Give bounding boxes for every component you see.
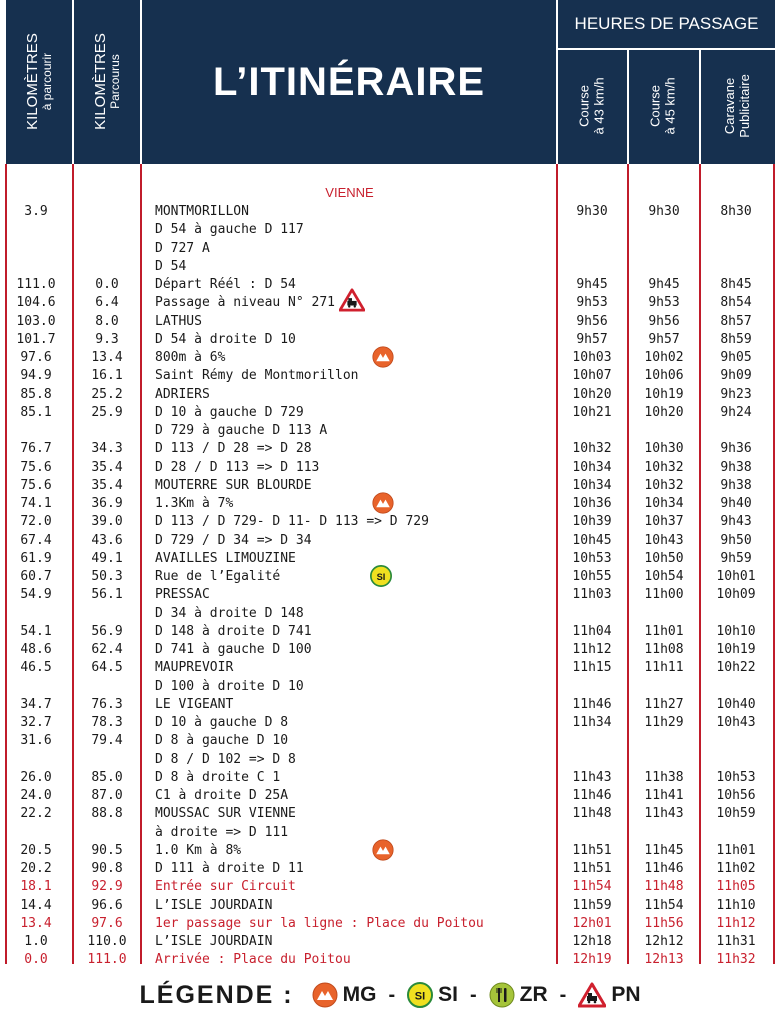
table-row xyxy=(0,532,780,550)
table-row xyxy=(0,221,780,239)
km-remaining-cell: 34.7 xyxy=(20,696,52,712)
route-cell: D 113 / D 28 => D 28 xyxy=(155,441,312,457)
km-done-cell: 87.0 xyxy=(91,788,123,803)
table-row xyxy=(0,495,780,513)
km-remaining-cell: 24.0 xyxy=(20,788,52,803)
km-done-cell: 9.3 xyxy=(95,331,119,347)
km-done-cell: 88.8 xyxy=(91,806,123,822)
legend xyxy=(0,975,780,1015)
header-course-43-line2: à 43 km/h xyxy=(591,77,607,135)
mountain-icon xyxy=(372,839,394,861)
route-cell: MAUPREVOIR xyxy=(155,660,234,676)
time-45-cell: 10h20 xyxy=(644,404,684,420)
header-heures-de-passage: HEURES DE PASSAGE xyxy=(558,0,775,50)
km-done-cell: 0.0 xyxy=(95,277,119,292)
km-done-cell: 50.3 xyxy=(91,569,123,584)
km-remaining-cell: 20.2 xyxy=(20,861,52,876)
header-course-43-line1: Course xyxy=(576,85,592,127)
km-remaining-cell: 111.0 xyxy=(16,277,56,292)
km-done-cell: 13.4 xyxy=(91,350,123,365)
route-cell: 1.3Km à 7% xyxy=(155,496,234,511)
time-caravane-cell: 9h38 xyxy=(720,477,752,493)
time-43-cell: 10h21 xyxy=(572,404,612,420)
svg-text:SI: SI xyxy=(414,990,426,1003)
time-caravane-cell: 10h19 xyxy=(716,642,756,657)
time-45-cell: 11h46 xyxy=(644,861,684,876)
time-45-cell: 11h01 xyxy=(644,623,684,639)
time-caravane-cell: 10h43 xyxy=(716,715,756,730)
km-remaining-cell: 3.9 xyxy=(24,204,48,219)
time-43-cell: 12h01 xyxy=(572,915,612,931)
time-45-cell: 11h54 xyxy=(644,897,684,913)
km-remaining-cell: 31.6 xyxy=(20,733,52,749)
time-45-cell: 10h54 xyxy=(644,569,684,584)
time-45-cell: 9h30 xyxy=(648,204,680,219)
table-row xyxy=(0,860,780,878)
time-caravane-cell: 9h43 xyxy=(720,514,752,530)
time-45-cell: 11h38 xyxy=(644,769,684,785)
header-caravane-line1: Caravane xyxy=(722,77,738,135)
km-remaining-cell: 0.0 xyxy=(24,952,48,968)
route-cell: à droite => D 111 xyxy=(155,824,289,840)
table-row xyxy=(0,915,780,933)
table-row xyxy=(0,240,780,258)
time-43-cell: 11h59 xyxy=(572,897,612,913)
time-45-cell: 11h43 xyxy=(644,806,684,822)
route-cell: Passage à niveau N° 271 xyxy=(155,295,336,311)
km-done-cell: 43.6 xyxy=(91,532,123,548)
time-45-cell: 10h32 xyxy=(644,477,684,493)
time-43-cell: 11h51 xyxy=(572,842,612,858)
km-done-cell: 56.1 xyxy=(91,587,123,603)
km-remaining-cell: 85.1 xyxy=(20,404,52,420)
time-caravane-cell: 10h01 xyxy=(716,569,756,584)
header-km-remaining-line2: à parcourir xyxy=(39,53,54,111)
legend-separator: - xyxy=(469,983,477,1006)
table-row xyxy=(0,641,780,659)
time-45-cell: 10h34 xyxy=(644,496,684,511)
header-km-remaining-line1: KILOMÈTRES xyxy=(23,33,41,131)
legend-title: LÉGENDE : xyxy=(139,980,294,1009)
header-caravane-line2: Publicitaire xyxy=(737,74,752,138)
route-cell: 1er passage sur la ligne : Place du Poitou xyxy=(155,915,484,931)
km-remaining-cell: 26.0 xyxy=(20,769,52,785)
table-row xyxy=(0,422,780,440)
time-45-cell: 10h06 xyxy=(644,368,684,384)
route-cell: MOUSSAC SUR VIENNE xyxy=(155,806,296,822)
table-row xyxy=(0,459,780,477)
time-43-cell: 9h45 xyxy=(576,277,608,292)
time-45-cell: 12h12 xyxy=(644,934,684,949)
header-km-done-line1: KILOMÈTRES xyxy=(91,33,109,131)
km-remaining-cell: 85.8 xyxy=(20,386,52,402)
time-caravane-cell: 9h59 xyxy=(720,550,752,566)
table-row xyxy=(0,897,780,915)
legend-code-si: SI xyxy=(438,983,458,1006)
si-icon xyxy=(407,982,433,1008)
km-done-cell: 90.8 xyxy=(91,861,123,876)
route-cell: Saint Rémy de Montmorillon xyxy=(155,368,359,384)
time-45-cell: 12h13 xyxy=(644,952,684,968)
table-row xyxy=(0,933,780,951)
route-cell: D 34 à droite D 148 xyxy=(155,605,304,621)
header-km-done-line2: Parcourus xyxy=(107,54,122,110)
time-43-cell: 10h53 xyxy=(572,550,612,566)
km-remaining-cell: 20.5 xyxy=(20,842,52,858)
time-caravane-cell: 9h05 xyxy=(720,350,752,365)
time-caravane-cell: 11h02 xyxy=(716,861,756,876)
table-row xyxy=(0,294,780,312)
km-remaining-cell: 103.0 xyxy=(16,313,56,329)
table-row xyxy=(0,313,780,331)
time-caravane-cell: 11h32 xyxy=(716,952,756,968)
km-remaining-cell: 46.5 xyxy=(20,660,52,676)
route-cell: LE VIGEANT xyxy=(155,696,234,712)
table-row xyxy=(0,440,780,458)
time-caravane-cell: 9h24 xyxy=(720,404,752,420)
route-cell: 1.0 Km à 8% xyxy=(155,842,242,858)
km-done-cell: 16.1 xyxy=(91,368,123,384)
km-remaining-cell: 74.1 xyxy=(20,496,52,511)
time-caravane-cell: 10h56 xyxy=(716,788,756,803)
table-row xyxy=(0,696,780,714)
km-remaining-cell: 75.6 xyxy=(20,477,52,493)
km-done-cell: 25.9 xyxy=(91,404,123,420)
time-43-cell: 9h53 xyxy=(576,295,608,311)
time-45-cell: 11h56 xyxy=(644,915,684,931)
route-cell: Arrivée : Place du Poitou xyxy=(155,952,351,968)
km-remaining-cell: 22.2 xyxy=(20,806,52,822)
time-43-cell: 10h07 xyxy=(572,368,612,384)
route-cell: L’ISLE JOURDAIN xyxy=(155,934,273,949)
time-caravane-cell: 10h09 xyxy=(716,587,756,603)
km-remaining-cell: 76.7 xyxy=(20,441,52,457)
header-col-km-done xyxy=(74,0,140,164)
time-43-cell: 10h03 xyxy=(572,350,612,365)
route-cell: Rue de l’Egalité xyxy=(155,569,281,584)
route-cell: D 111 à droite D 11 xyxy=(155,861,304,876)
time-caravane-cell: 11h05 xyxy=(716,879,756,895)
km-remaining-cell: 75.6 xyxy=(20,459,52,475)
table-row xyxy=(0,258,780,276)
mountain-icon xyxy=(312,982,338,1008)
time-43-cell: 10h45 xyxy=(572,532,612,548)
km-done-cell: 49.1 xyxy=(91,550,123,566)
time-45-cell: 11h48 xyxy=(644,879,684,895)
legend-code-pn: PN xyxy=(611,983,641,1006)
route-cell: PRESSAC xyxy=(155,587,210,603)
km-done-cell: 78.3 xyxy=(91,715,123,730)
km-done-cell: 96.6 xyxy=(91,897,123,913)
time-caravane-cell: 8h57 xyxy=(720,313,752,329)
km-remaining-cell: 104.6 xyxy=(16,295,56,311)
time-caravane-cell: 8h45 xyxy=(720,277,752,292)
route-cell: D 727 A xyxy=(155,240,210,256)
time-43-cell: 10h55 xyxy=(572,569,612,584)
km-remaining-cell: 32.7 xyxy=(20,715,52,730)
route-cell: D 148 à droite D 741 xyxy=(155,623,312,639)
time-43-cell: 12h18 xyxy=(572,934,612,949)
time-caravane-cell: 11h31 xyxy=(716,934,756,949)
time-caravane-cell: 9h50 xyxy=(720,532,752,548)
legend-item-pn xyxy=(578,982,640,1008)
table-row xyxy=(0,951,780,969)
legend-item-si xyxy=(407,982,458,1008)
route-cell: D 729 / D 34 => D 34 xyxy=(155,532,312,548)
table-row xyxy=(0,586,780,604)
legend-separator: - xyxy=(388,983,396,1006)
km-done-cell: 56.9 xyxy=(91,623,123,639)
route-cell: MOUTERRE SUR BLOURDE xyxy=(155,477,312,493)
km-done-cell: 92.9 xyxy=(91,879,123,895)
table-row xyxy=(0,751,780,769)
route-cell: ADRIERS xyxy=(155,386,210,402)
km-remaining-cell: 54.1 xyxy=(20,623,52,639)
time-45-cell: 9h57 xyxy=(648,331,680,347)
time-43-cell: 10h39 xyxy=(572,514,612,530)
route-cell: LATHUS xyxy=(155,313,202,329)
time-caravane-cell: 9h09 xyxy=(720,368,752,384)
km-done-cell: 6.4 xyxy=(95,295,119,311)
time-43-cell: 11h54 xyxy=(572,879,612,895)
km-remaining-cell: 60.7 xyxy=(20,569,52,584)
time-45-cell: 10h50 xyxy=(644,550,684,566)
header-course-45-line2: à 45 km/h xyxy=(663,77,678,135)
time-caravane-cell: 10h22 xyxy=(716,660,756,676)
time-caravane-cell: 11h12 xyxy=(716,915,756,931)
route-cell: D 54 xyxy=(155,258,187,274)
km-done-cell: 79.4 xyxy=(91,733,123,749)
km-done-cell: 39.0 xyxy=(91,514,123,530)
section-label-vienne: VIENNE xyxy=(325,185,374,200)
table-row xyxy=(0,367,780,385)
time-43-cell: 10h34 xyxy=(572,459,612,475)
table-row xyxy=(0,878,780,896)
time-43-cell: 11h46 xyxy=(572,788,612,803)
route-cell: D 8 à droite C 1 xyxy=(155,769,281,785)
time-45-cell: 10h43 xyxy=(644,532,684,548)
time-43-cell: 11h04 xyxy=(572,623,612,639)
time-45-cell: 11h08 xyxy=(644,642,684,657)
legend-item-mg xyxy=(312,982,377,1008)
mountain-icon xyxy=(372,492,394,514)
km-done-cell: 62.4 xyxy=(91,642,123,657)
route-cell: D 28 / D 113 => D 113 xyxy=(155,459,320,475)
route-cell: D 54 à droite D 10 xyxy=(155,331,296,347)
route-cell: D 113 / D 729- D 11- D 113 => D 729 xyxy=(155,514,429,530)
table-row xyxy=(0,276,780,294)
route-cell: L’ISLE JOURDAIN xyxy=(155,897,273,913)
km-remaining-cell: 54.9 xyxy=(20,587,52,603)
time-43-cell: 10h34 xyxy=(572,477,612,493)
svg-text:SI: SI xyxy=(376,571,386,582)
table-row xyxy=(0,203,780,221)
route-cell: 800m à 6% xyxy=(155,350,226,365)
time-43-cell: 12h19 xyxy=(572,952,612,968)
time-43-cell: 10h32 xyxy=(572,441,612,457)
route-cell: AVAILLES LIMOUZINE xyxy=(155,550,296,566)
time-45-cell: 11h00 xyxy=(644,587,684,603)
time-45-cell: 11h41 xyxy=(644,788,684,803)
table-row xyxy=(0,842,780,860)
time-caravane-cell: 10h53 xyxy=(716,769,756,785)
time-45-cell: 10h30 xyxy=(644,441,684,457)
km-done-cell: 111.0 xyxy=(87,952,127,968)
time-caravane-cell: 8h54 xyxy=(720,295,752,311)
route-cell: D 10 à gauche D 8 xyxy=(155,715,289,730)
table-row xyxy=(0,714,780,732)
table-row xyxy=(0,805,780,823)
km-remaining-cell: 61.9 xyxy=(20,550,52,566)
km-remaining-cell: 94.9 xyxy=(20,368,52,384)
table-row xyxy=(0,769,780,787)
time-43-cell: 11h51 xyxy=(572,861,612,876)
cutlery-icon xyxy=(489,982,515,1008)
km-remaining-cell: 67.4 xyxy=(20,532,52,548)
time-caravane-cell: 9h36 xyxy=(720,441,752,457)
km-done-cell: 110.0 xyxy=(87,934,127,949)
time-caravane-cell: 10h10 xyxy=(716,623,756,639)
table-row xyxy=(0,513,780,531)
km-done-cell: 76.3 xyxy=(91,696,123,712)
time-43-cell: 11h03 xyxy=(572,587,612,603)
time-43-cell: 9h30 xyxy=(576,204,608,219)
km-done-cell: 8.0 xyxy=(95,313,119,329)
route-cell: D 54 à gauche D 117 xyxy=(155,222,304,238)
km-done-cell: 90.5 xyxy=(91,842,123,858)
route-cell: Départ Réél : D 54 xyxy=(155,277,296,292)
legend-code-zr: ZR xyxy=(519,983,548,1006)
table-row xyxy=(0,678,780,696)
time-45-cell: 10h19 xyxy=(644,386,684,402)
time-45-cell: 11h45 xyxy=(644,842,684,858)
time-43-cell: 10h20 xyxy=(572,386,612,402)
table-row xyxy=(0,605,780,623)
time-43-cell: 9h57 xyxy=(576,331,608,347)
table-row xyxy=(0,787,780,805)
time-caravane-cell: 8h30 xyxy=(720,204,752,219)
legend-code-mg: MG xyxy=(342,983,377,1006)
time-45-cell: 9h56 xyxy=(648,313,680,329)
time-45-cell: 10h02 xyxy=(644,350,684,365)
header-col-title xyxy=(142,0,556,164)
km-done-cell: 36.9 xyxy=(91,496,123,511)
route-cell: MONTMORILLON xyxy=(155,204,249,219)
time-43-cell: 10h36 xyxy=(572,496,612,511)
route-cell: C1 à droite D 25A xyxy=(155,788,289,803)
level-crossing-icon xyxy=(339,288,365,312)
table-row xyxy=(0,404,780,422)
time-45-cell: 11h11 xyxy=(644,660,684,676)
table-row xyxy=(0,386,780,404)
page-title: L’ITINÉRAIRE xyxy=(212,59,486,104)
time-45-cell: 10h32 xyxy=(644,459,684,475)
time-43-cell: 11h15 xyxy=(572,660,612,676)
route-cell: D 729 à gauche D 113 A xyxy=(155,423,328,438)
time-43-cell: 11h43 xyxy=(572,769,612,785)
time-43-cell: 11h34 xyxy=(572,715,612,730)
header-col-times xyxy=(558,0,775,164)
km-done-cell: 35.4 xyxy=(91,477,123,493)
route-cell: D 10 à gauche D 729 xyxy=(155,404,304,420)
time-caravane-cell: 10h59 xyxy=(716,806,756,822)
table-row xyxy=(0,732,780,750)
time-43-cell: 11h48 xyxy=(572,806,612,822)
route-cell: D 741 à gauche D 100 xyxy=(155,642,312,657)
time-caravane-cell: 10h40 xyxy=(716,696,756,712)
time-caravane-cell: 11h01 xyxy=(716,842,756,858)
km-remaining-cell: 18.1 xyxy=(20,879,52,895)
km-remaining-cell: 14.4 xyxy=(20,897,52,913)
km-done-cell: 35.4 xyxy=(91,459,123,475)
time-43-cell: 11h46 xyxy=(572,696,612,712)
level-crossing-icon xyxy=(578,982,606,1008)
mountain-icon xyxy=(372,346,394,368)
km-done-cell: 85.0 xyxy=(91,769,123,785)
time-caravane-cell: 8h59 xyxy=(720,331,752,347)
si-icon xyxy=(370,565,392,587)
header-col-km-remaining xyxy=(6,0,72,164)
legend-item-zr xyxy=(489,982,548,1008)
km-remaining-cell: 72.0 xyxy=(20,514,52,530)
km-remaining-cell: 97.6 xyxy=(20,350,52,365)
time-45-cell: 10h37 xyxy=(644,514,684,530)
km-done-cell: 25.2 xyxy=(91,386,123,402)
legend-separator: - xyxy=(559,983,567,1006)
route-cell: D 8 / D 102 => D 8 xyxy=(155,751,296,767)
route-cell: D 8 à gauche D 10 xyxy=(155,733,289,749)
time-caravane-cell: 9h40 xyxy=(720,496,752,511)
km-remaining-cell: 101.7 xyxy=(16,331,56,347)
route-cell: D 100 à droite D 10 xyxy=(155,678,304,694)
km-done-cell: 97.6 xyxy=(91,915,123,931)
header-course-45-line1: Course xyxy=(648,85,664,127)
time-43-cell: 11h12 xyxy=(572,642,612,657)
km-done-cell: 34.3 xyxy=(91,441,123,457)
km-done-cell: 64.5 xyxy=(91,660,123,676)
table-row xyxy=(0,623,780,641)
time-caravane-cell: 11h10 xyxy=(716,897,756,913)
km-remaining-cell: 13.4 xyxy=(20,915,52,931)
route-cell: Entrée sur Circuit xyxy=(155,879,296,895)
table-row xyxy=(0,568,780,586)
time-caravane-cell: 9h38 xyxy=(720,459,752,475)
km-remaining-cell: 48.6 xyxy=(20,642,52,657)
table-row xyxy=(0,659,780,677)
time-45-cell: 9h45 xyxy=(648,277,680,292)
time-45-cell: 11h29 xyxy=(644,715,684,730)
time-43-cell: 9h56 xyxy=(576,313,608,329)
time-caravane-cell: 9h23 xyxy=(720,386,752,402)
km-remaining-cell: 1.0 xyxy=(24,934,48,949)
time-45-cell: 9h53 xyxy=(648,295,680,311)
time-45-cell: 11h27 xyxy=(644,696,684,712)
table-row xyxy=(0,349,780,367)
